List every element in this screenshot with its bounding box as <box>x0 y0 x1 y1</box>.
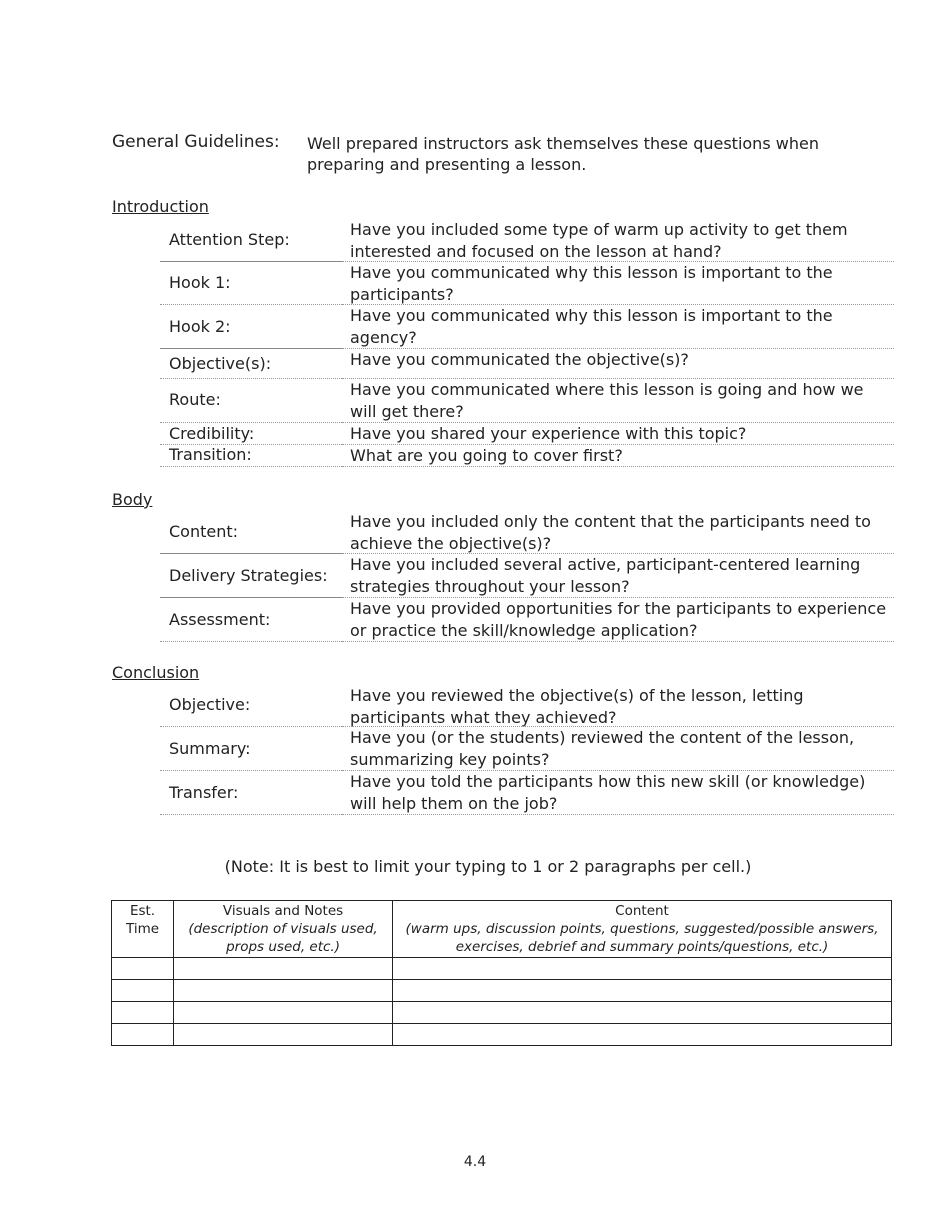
col-content-subtitle: (warm ups, discussion points, questions, suggested/possible answers, exercises, debrief and summary points/questions, etc.) <box>405 921 879 955</box>
row-label: Delivery Strategies: <box>169 566 328 585</box>
row-question: Have you communicated the objective(s)? <box>350 350 689 369</box>
introduction-row <box>160 218 894 262</box>
col-visuals-subtitle: (description of visuals used, props used, etc.) <box>188 921 378 955</box>
est-time-cell[interactable] <box>112 1002 174 1024</box>
conclusion-row <box>160 771 894 815</box>
col-content-header <box>393 901 892 958</box>
col-visuals-header <box>174 901 393 958</box>
guidelines-text: Well prepared instructors ask themselves these questions when preparing and presenting a lesson. <box>307 134 819 174</box>
visuals-cell[interactable] <box>174 1024 393 1046</box>
row-question: Have you included several active, participant-centered learning strategies throughout your lesson? <box>350 555 861 596</box>
conclusion-row <box>160 727 894 771</box>
visuals-cell[interactable] <box>174 1002 393 1024</box>
row-question: Have you included some type of warm up activity to get them interested and focused on the lesson at hand? <box>350 220 848 261</box>
introduction-heading: Introduction <box>112 197 209 216</box>
col-visuals-title: Visuals and Notes <box>222 903 344 919</box>
table-header-row <box>112 901 892 958</box>
row-label: Hook 2: <box>169 317 231 336</box>
col-content-title: Content <box>615 903 669 919</box>
row-label: Assessment: <box>169 610 271 629</box>
col-est-time-title: Est. Time <box>126 903 160 937</box>
body-row <box>160 598 894 642</box>
row-label: Credibility: <box>169 424 255 443</box>
row-label: Attention Step: <box>169 230 290 249</box>
est-time-cell[interactable] <box>112 980 174 1002</box>
introduction-table <box>160 218 894 467</box>
row-label: Transfer: <box>169 783 239 802</box>
content-cell[interactable] <box>393 980 892 1002</box>
guidelines-label: General Guidelines: <box>112 132 280 152</box>
row-question: Have you (or the students) reviewed the content of the lesson, summarizing key points? <box>350 728 855 769</box>
row-question: Have you told the participants how this new skill (or knowledge) will help them on the job? <box>350 772 866 813</box>
row-question: Have you included only the content that the participants need to achieve the objective(s)? <box>350 512 871 553</box>
introduction-row <box>160 305 894 349</box>
row-label: Summary: <box>169 739 251 758</box>
row-question: Have you communicated where this lesson is going and how we will get there? <box>350 380 864 421</box>
row-question: Have you reviewed the objective(s) of the lesson, letting participants what they achieved? <box>350 686 804 727</box>
body-table <box>160 510 894 642</box>
introduction-row <box>160 445 894 467</box>
row-question: Have you communicated why this lesson is important to the agency? <box>350 306 833 347</box>
table-row <box>112 1002 892 1024</box>
row-question: Have you shared your experience with this topic? <box>350 424 747 443</box>
conclusion-row <box>160 684 894 727</box>
row-label: Transition: <box>169 445 252 464</box>
table-row <box>112 958 892 980</box>
body-row <box>160 510 894 554</box>
conclusion-table <box>160 684 894 815</box>
introduction-row <box>160 423 894 445</box>
row-question: Have you provided opportunities for the participants to experience or practice the skill/knowledge application? <box>350 599 887 640</box>
row-label: Objective: <box>169 695 251 714</box>
note-text: (Note: It is best to limit your typing to 1 or 2 paragraphs per cell.) <box>224 857 752 876</box>
row-label: Hook 1: <box>169 273 231 292</box>
content-cell[interactable] <box>393 958 892 980</box>
visuals-cell[interactable] <box>174 980 393 1002</box>
row-label: Content: <box>169 522 239 541</box>
conclusion-heading: Conclusion <box>112 663 200 682</box>
col-est-time-header <box>112 901 174 958</box>
table-row <box>112 980 892 1002</box>
row-label: Objective(s): <box>169 354 272 373</box>
lesson-plan-table <box>111 900 892 1046</box>
est-time-cell[interactable] <box>112 1024 174 1046</box>
body-row <box>160 554 894 598</box>
body-heading: Body <box>112 490 153 509</box>
page-number: 4.4 <box>463 1154 487 1170</box>
content-cell[interactable] <box>393 1002 892 1024</box>
row-question: What are you going to cover first? <box>350 446 623 465</box>
row-question: Have you communicated why this lesson is important to the participants? <box>350 263 833 304</box>
content-cell[interactable] <box>393 1024 892 1046</box>
table-row <box>112 1024 892 1046</box>
introduction-row <box>160 262 894 305</box>
row-label: Route: <box>169 390 221 409</box>
est-time-cell[interactable] <box>112 958 174 980</box>
introduction-row <box>160 379 894 423</box>
introduction-row <box>160 349 894 379</box>
visuals-cell[interactable] <box>174 958 393 980</box>
